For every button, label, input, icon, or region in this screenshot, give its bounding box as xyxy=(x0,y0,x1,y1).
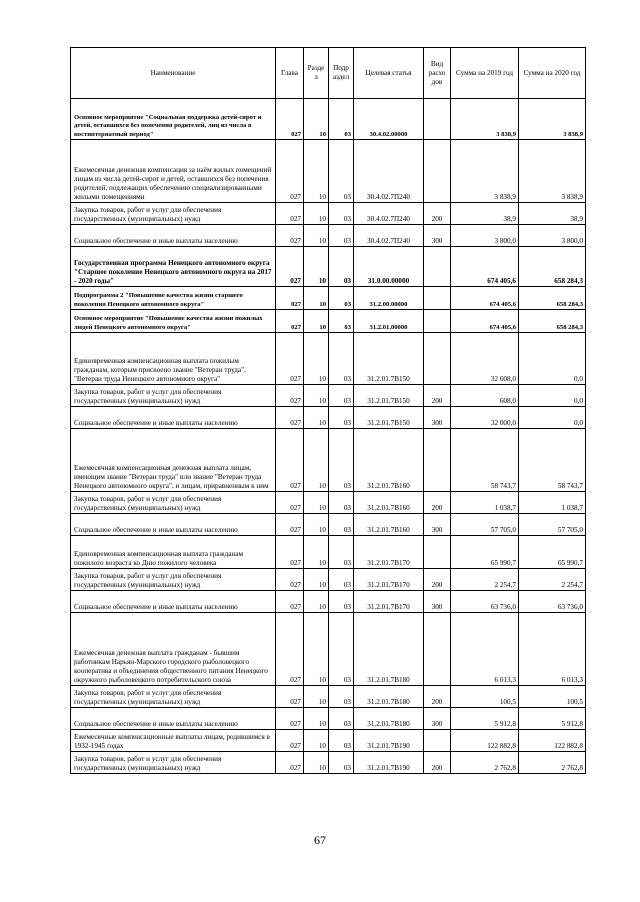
cell-target: 30.4.02.00000 xyxy=(354,99,424,140)
cell-razdel: 10 xyxy=(304,385,329,407)
cell-vid: 200 xyxy=(424,569,451,591)
cell-glava: 027 xyxy=(276,247,304,287)
cell-name: Социальное обеспечение и иные выплаты населению xyxy=(71,708,276,730)
cell-target: 31.2.01.7В180 xyxy=(354,708,424,730)
cell-target: 31.2.01.7В160 xyxy=(354,514,424,536)
cell-name: Закупка товаров, работ и услуг для обеспечения государственных (муниципальных) нужд xyxy=(71,492,276,514)
cell-sum2020: 2 762,8 xyxy=(519,752,586,774)
table-row xyxy=(71,385,586,407)
header-podrazdel: Подр аздел xyxy=(329,48,354,99)
cell-name: Закупка товаров, работ и услуг для обеспечения государственных (муниципальных) нужд xyxy=(71,569,276,591)
cell-sum2019: 32 000,0 xyxy=(451,407,519,429)
cell-target: 31.0.00.00000 xyxy=(354,247,424,287)
cell-sum2020: 100,5 xyxy=(519,686,586,708)
cell-razdel: 10 xyxy=(304,203,329,225)
cell-sum2020: 38,9 xyxy=(519,203,586,225)
cell-razdel: 10 xyxy=(304,407,329,429)
cell-name: Ежемесячная компенсационная денежная выплата лицам, имеющим звание "Ветеран труда" или звание "Ветеран труда Ненецкого автономного округа", и лицам, приравненным к ним xyxy=(71,429,276,492)
cell-razdel: 10 xyxy=(304,310,329,333)
cell-sum2019: 5 912,8 xyxy=(451,708,519,730)
cell-target: 31.2.01.7В170 xyxy=(354,536,424,569)
cell-sum2020: 3 800,0 xyxy=(519,225,586,247)
table-row xyxy=(71,429,586,492)
cell-name: Закупка товаров, работ и услуг для обеспечения государственных (муниципальных) нужд xyxy=(71,203,276,225)
page-number: 67 xyxy=(314,833,326,847)
table-row xyxy=(71,203,586,225)
table-row xyxy=(71,140,586,203)
cell-glava: 027 xyxy=(276,99,304,140)
cell-sum2019: 2 762,8 xyxy=(451,752,519,774)
cell-target: 30.4.02.7П240 xyxy=(354,225,424,247)
cell-glava: 027 xyxy=(276,536,304,569)
cell-name: Ежемесячные компенсационные выплаты лицам, родившимся в 1932-1945 годах xyxy=(71,730,276,752)
cell-target: 31.2.01.7В150 xyxy=(354,385,424,407)
cell-target: 31.2.01.7В170 xyxy=(354,569,424,591)
cell-podrazdel: 03 xyxy=(329,752,354,774)
cell-sum2020: 1 038,7 xyxy=(519,492,586,514)
cell-podrazdel: 03 xyxy=(329,429,354,492)
cell-podrazdel: 03 xyxy=(329,310,354,333)
cell-sum2020: 5 912,8 xyxy=(519,708,586,730)
table-row xyxy=(71,708,586,730)
cell-vid xyxy=(424,99,451,140)
table-row xyxy=(71,99,586,140)
cell-sum2019: 63 736,0 xyxy=(451,591,519,613)
cell-sum2019: 122 882,8 xyxy=(451,730,519,752)
cell-razdel: 10 xyxy=(304,613,329,686)
header-glava: Глава xyxy=(276,48,304,99)
cell-podrazdel: 03 xyxy=(329,225,354,247)
header-target: Целевая статья xyxy=(354,48,424,99)
cell-sum2019: 65 990,7 xyxy=(451,536,519,569)
table-row xyxy=(71,333,586,385)
cell-glava: 027 xyxy=(276,140,304,203)
cell-glava: 027 xyxy=(276,203,304,225)
cell-sum2020: 58 743,7 xyxy=(519,429,586,492)
cell-glava: 027 xyxy=(276,613,304,686)
table-row xyxy=(71,686,586,708)
cell-glava: 027 xyxy=(276,514,304,536)
cell-vid: 200 xyxy=(424,686,451,708)
cell-razdel: 10 xyxy=(304,333,329,385)
cell-target: 30.4.02.7П240 xyxy=(354,203,424,225)
header-sum2020: Сумма на 2020 год xyxy=(519,48,586,99)
cell-sum2019: 674 405,6 xyxy=(451,247,519,287)
table-row xyxy=(71,730,586,752)
cell-glava: 027 xyxy=(276,569,304,591)
cell-sum2020: 658 284,3 xyxy=(519,287,586,310)
table-row xyxy=(71,310,586,333)
cell-target: 31.2.01.7В160 xyxy=(354,492,424,514)
table-row xyxy=(71,492,586,514)
cell-target: 31.2.01.7В170 xyxy=(354,591,424,613)
cell-sum2019: 1 038,7 xyxy=(451,492,519,514)
cell-sum2019: 3 838,9 xyxy=(451,99,519,140)
table-row xyxy=(71,407,586,429)
cell-name: Социальное обеспечение и иные выплаты населению xyxy=(71,407,276,429)
cell-target: 31.2.01.7В160 xyxy=(354,429,424,492)
cell-glava: 027 xyxy=(276,730,304,752)
cell-sum2020: 2 254,7 xyxy=(519,569,586,591)
table-row xyxy=(71,247,586,287)
cell-name: Социальное обеспечение и иные выплаты населению xyxy=(71,225,276,247)
cell-sum2020: 3 838,9 xyxy=(519,140,586,203)
cell-name: Ежемесячная денежная выплата гражданам - бывшим работникам Нарьян-Марского городского рыболовецкого кооператива и объединения общественного питания Ненецкого окружного рыболовецкого потребительского союза xyxy=(71,613,276,686)
cell-glava: 027 xyxy=(276,225,304,247)
cell-podrazdel: 03 xyxy=(329,407,354,429)
cell-vid: 300 xyxy=(424,225,451,247)
cell-vid: 200 xyxy=(424,492,451,514)
header-name: Наименование xyxy=(71,48,276,99)
cell-vid xyxy=(424,287,451,310)
cell-vid: 200 xyxy=(424,752,451,774)
cell-vid xyxy=(424,140,451,203)
cell-sum2019: 38,9 xyxy=(451,203,519,225)
table-row xyxy=(71,569,586,591)
cell-razdel: 10 xyxy=(304,708,329,730)
cell-vid: 200 xyxy=(424,385,451,407)
cell-podrazdel: 03 xyxy=(329,536,354,569)
cell-target: 31.2.01.7В190 xyxy=(354,730,424,752)
cell-razdel: 10 xyxy=(304,99,329,140)
cell-razdel: 10 xyxy=(304,492,329,514)
cell-vid: 300 xyxy=(424,514,451,536)
cell-glava: 027 xyxy=(276,686,304,708)
cell-podrazdel: 03 xyxy=(329,613,354,686)
cell-name: Государственная программа Ненецкого автономного округа "Старшее поколение Ненецкого автономного округа на 2017 - 2020 годы" xyxy=(71,247,276,287)
cell-name: Социальное обеспечение и иные выплаты населению xyxy=(71,591,276,613)
cell-name: Закупка товаров, работ и услуг для обеспечения государственных (муниципальных) нужд xyxy=(71,686,276,708)
cell-podrazdel: 03 xyxy=(329,385,354,407)
cell-vid: 200 xyxy=(424,203,451,225)
cell-glava: 027 xyxy=(276,287,304,310)
cell-podrazdel: 03 xyxy=(329,203,354,225)
cell-glava: 027 xyxy=(276,429,304,492)
cell-vid xyxy=(424,333,451,385)
header-razdel: Разде л xyxy=(304,48,329,99)
cell-razdel: 10 xyxy=(304,752,329,774)
cell-sum2019: 3 838,9 xyxy=(451,140,519,203)
cell-razdel: 10 xyxy=(304,730,329,752)
cell-razdel: 10 xyxy=(304,140,329,203)
cell-razdel: 10 xyxy=(304,429,329,492)
cell-name: Ежемесячная денежная компенсация за наём жилых помещений лицам из числа детей-сирот и детей, оставшихся без попечения родителей, подлежащих обеспечению специализированными жилыми помещениями xyxy=(71,140,276,203)
cell-podrazdel: 03 xyxy=(329,333,354,385)
cell-razdel: 10 xyxy=(304,686,329,708)
cell-sum2020: 658 284,3 xyxy=(519,310,586,333)
cell-sum2019: 2 254,7 xyxy=(451,569,519,591)
header-vid: Вид расхо дов xyxy=(424,48,451,99)
cell-glava: 027 xyxy=(276,310,304,333)
cell-razdel: 10 xyxy=(304,225,329,247)
cell-target: 31.2.01.7В190 xyxy=(354,752,424,774)
cell-vid: 300 xyxy=(424,591,451,613)
cell-sum2020: 0,0 xyxy=(519,407,586,429)
cell-sum2019: 674 405,6 xyxy=(451,310,519,333)
cell-sum2019: 674 405,6 xyxy=(451,287,519,310)
cell-name: Основное мероприятие "Повышение качества жизни пожилых людей Ненецкого автономного округа" xyxy=(71,310,276,333)
cell-name: Закупка товаров, работ и услуг для обеспечения государственных (муниципальных) нужд xyxy=(71,385,276,407)
cell-razdel: 10 xyxy=(304,591,329,613)
cell-podrazdel: 03 xyxy=(329,569,354,591)
cell-razdel: 10 xyxy=(304,569,329,591)
table-row xyxy=(71,536,586,569)
cell-vid xyxy=(424,247,451,287)
cell-target: 30.4.02.7П240 xyxy=(354,140,424,203)
cell-podrazdel: 03 xyxy=(329,99,354,140)
cell-sum2020: 0,0 xyxy=(519,333,586,385)
table-body xyxy=(71,99,586,774)
cell-podrazdel: 03 xyxy=(329,140,354,203)
table-row xyxy=(71,287,586,310)
budget-table xyxy=(70,47,586,774)
cell-sum2020: 65 990,7 xyxy=(519,536,586,569)
cell-podrazdel: 03 xyxy=(329,247,354,287)
table-row xyxy=(71,514,586,536)
cell-vid xyxy=(424,536,451,569)
cell-target: 31.2.01.00000 xyxy=(354,310,424,333)
cell-sum2019: 58 743,7 xyxy=(451,429,519,492)
cell-podrazdel: 03 xyxy=(329,708,354,730)
cell-sum2019: 608,0 xyxy=(451,385,519,407)
cell-podrazdel: 03 xyxy=(329,591,354,613)
cell-glava: 027 xyxy=(276,407,304,429)
cell-sum2020: 6 013,3 xyxy=(519,613,586,686)
cell-sum2020: 0,0 xyxy=(519,385,586,407)
cell-glava: 027 xyxy=(276,752,304,774)
cell-name: Единовременная компенсационная выплата гражданам пожилого возраста ко Дню пожилого человека xyxy=(71,536,276,569)
table-row xyxy=(71,613,586,686)
cell-name: Закупка товаров, работ и услуг для обеспечения государственных (муниципальных) нужд xyxy=(71,752,276,774)
cell-target: 31.2.01.7В180 xyxy=(354,613,424,686)
table-row xyxy=(71,752,586,774)
cell-glava: 027 xyxy=(276,385,304,407)
cell-razdel: 10 xyxy=(304,287,329,310)
cell-target: 31.2.01.7В150 xyxy=(354,407,424,429)
header-row xyxy=(71,48,586,99)
cell-glava: 027 xyxy=(276,708,304,730)
cell-vid xyxy=(424,730,451,752)
cell-vid xyxy=(424,310,451,333)
cell-sum2019: 3 800,0 xyxy=(451,225,519,247)
cell-podrazdel: 03 xyxy=(329,492,354,514)
cell-glava: 027 xyxy=(276,591,304,613)
cell-glava: 027 xyxy=(276,333,304,385)
cell-podrazdel: 03 xyxy=(329,514,354,536)
cell-sum2020: 57 705,0 xyxy=(519,514,586,536)
cell-name: Основное мероприятие "Социальная поддержка детей-сирот и детей, оставшихся без попечения родителей, лиц из числа в постинтернатный период" xyxy=(71,99,276,140)
cell-podrazdel: 03 xyxy=(329,730,354,752)
cell-sum2019: 100,5 xyxy=(451,686,519,708)
cell-sum2020: 658 284,3 xyxy=(519,247,586,287)
cell-razdel: 10 xyxy=(304,514,329,536)
cell-name: Социальное обеспечение и иные выплаты населению xyxy=(71,514,276,536)
cell-vid xyxy=(424,613,451,686)
cell-target: 31.2.01.7В150 xyxy=(354,333,424,385)
cell-vid: 300 xyxy=(424,407,451,429)
cell-sum2020: 63 736,0 xyxy=(519,591,586,613)
cell-razdel: 10 xyxy=(304,247,329,287)
cell-glava: 027 xyxy=(276,492,304,514)
cell-vid: 300 xyxy=(424,708,451,730)
cell-razdel: 10 xyxy=(304,536,329,569)
cell-sum2020: 3 838,9 xyxy=(519,99,586,140)
cell-sum2019: 6 013,3 xyxy=(451,613,519,686)
cell-sum2019: 57 705,0 xyxy=(451,514,519,536)
table-row xyxy=(71,225,586,247)
cell-target: 31.2.00.00000 xyxy=(354,287,424,310)
cell-target: 31.2.01.7В180 xyxy=(354,686,424,708)
cell-podrazdel: 03 xyxy=(329,686,354,708)
cell-podrazdel: 03 xyxy=(329,287,354,310)
table-row xyxy=(71,591,586,613)
cell-sum2019: 32 608,0 xyxy=(451,333,519,385)
header-sum2019: Сумма на 2019 год xyxy=(451,48,519,99)
cell-vid xyxy=(424,429,451,492)
cell-name: Подпрограмма 2 "Повышение качества жизни старшего поколения Ненецкого автономного округа" xyxy=(71,287,276,310)
cell-name: Единовременная компенсационная выплата пожилым гражданам, которым присвоено звание "Ветеран труда", "Ветеран труда Ненецкого автономного округа" xyxy=(71,333,276,385)
cell-sum2020: 122 882,8 xyxy=(519,730,586,752)
